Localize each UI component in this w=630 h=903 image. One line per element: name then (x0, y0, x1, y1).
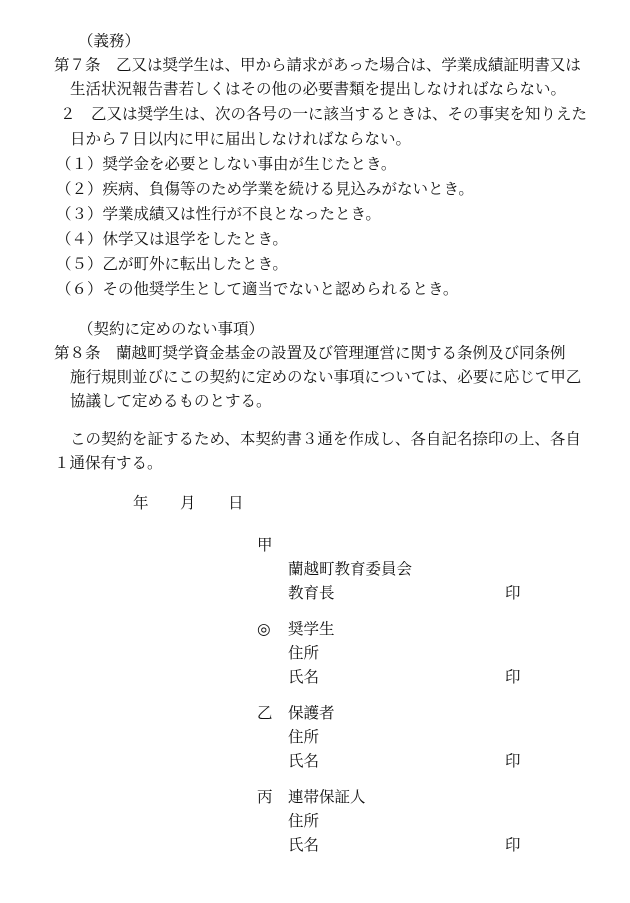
article7-item-1: （１）奨学金を必要としない事由が生じたとき。 (56, 155, 397, 173)
date-day: 日 (228, 494, 244, 512)
party-ko-org: 蘭越町教育委員会 (288, 560, 413, 578)
article8-line1: 第８条 蘭越町奨学資金基金の設置及び管理運営に関する条例及び同条例 (54, 344, 566, 362)
party-hei-mark: 丙 (257, 788, 273, 806)
party-hei-role: 連帯保証人 (288, 788, 366, 806)
article7-para2-line2: 日から７日以内に甲に届出しなければならない。 (70, 130, 412, 148)
party-hei-seal: 印 (505, 836, 521, 854)
article7-heading: （義務） (78, 32, 141, 50)
party-student-address: 住所 (288, 644, 320, 662)
party-otsu-seal: 印 (505, 752, 521, 770)
date-month: 月 (180, 494, 196, 512)
article7-para2-line1: ２ 乙又は奨学生は、次の各号の一に該当するときは、その事実を知りえた (60, 105, 588, 123)
party-ko-mark: 甲 (257, 536, 273, 554)
closing-line2: １通保有する。 (54, 454, 163, 472)
party-hei-name: 氏名 (288, 836, 320, 854)
article7-item-3: （３）学業成績又は性行が不良となったとき。 (56, 205, 381, 223)
party-student-seal: 印 (505, 668, 521, 686)
party-otsu-name: 氏名 (288, 752, 320, 770)
article7-para1-line2: 生活状況報告書若しくはその他の必要書類を提出しなければならない。 (70, 80, 567, 98)
party-student-mark: ◎ (257, 620, 271, 638)
closing-line1: この契約を証するため、本契約書３通を作成し、各自記名捺印の上、各自 (70, 430, 581, 448)
party-ko-role: 教育長 (288, 584, 335, 602)
party-student-name: 氏名 (288, 668, 320, 686)
article7-item-2: （２）疾病、負傷等のため学業を続ける見込みがないとき。 (56, 180, 474, 198)
party-ko-seal: 印 (505, 584, 521, 602)
party-hei-address: 住所 (288, 812, 320, 830)
article7-item-4: （４）休学又は退学をしたとき。 (56, 230, 288, 248)
article7-item-6: （６）その他奨学生として適当でないと認められるとき。 (56, 280, 459, 298)
article7-para1-line1: 第７条 乙又は奨学生は、甲から請求があった場合は、学業成績証明書又は (54, 56, 581, 74)
date-year: 年 (133, 494, 149, 512)
party-student-role: 奨学生 (288, 620, 335, 638)
article8-line3: 協議して定めるものとする。 (70, 392, 272, 410)
party-otsu-role: 保護者 (288, 704, 335, 722)
article8-line2: 施行規則並びにこの契約に定めのない事項については、必要に応じて甲乙 (70, 368, 582, 386)
article8-heading: （契約に定めのない事項） (78, 320, 265, 338)
party-otsu-address: 住所 (288, 728, 320, 746)
article7-item-5: （５）乙が町外に転出したとき。 (56, 255, 288, 273)
party-otsu-mark: 乙 (257, 704, 273, 722)
